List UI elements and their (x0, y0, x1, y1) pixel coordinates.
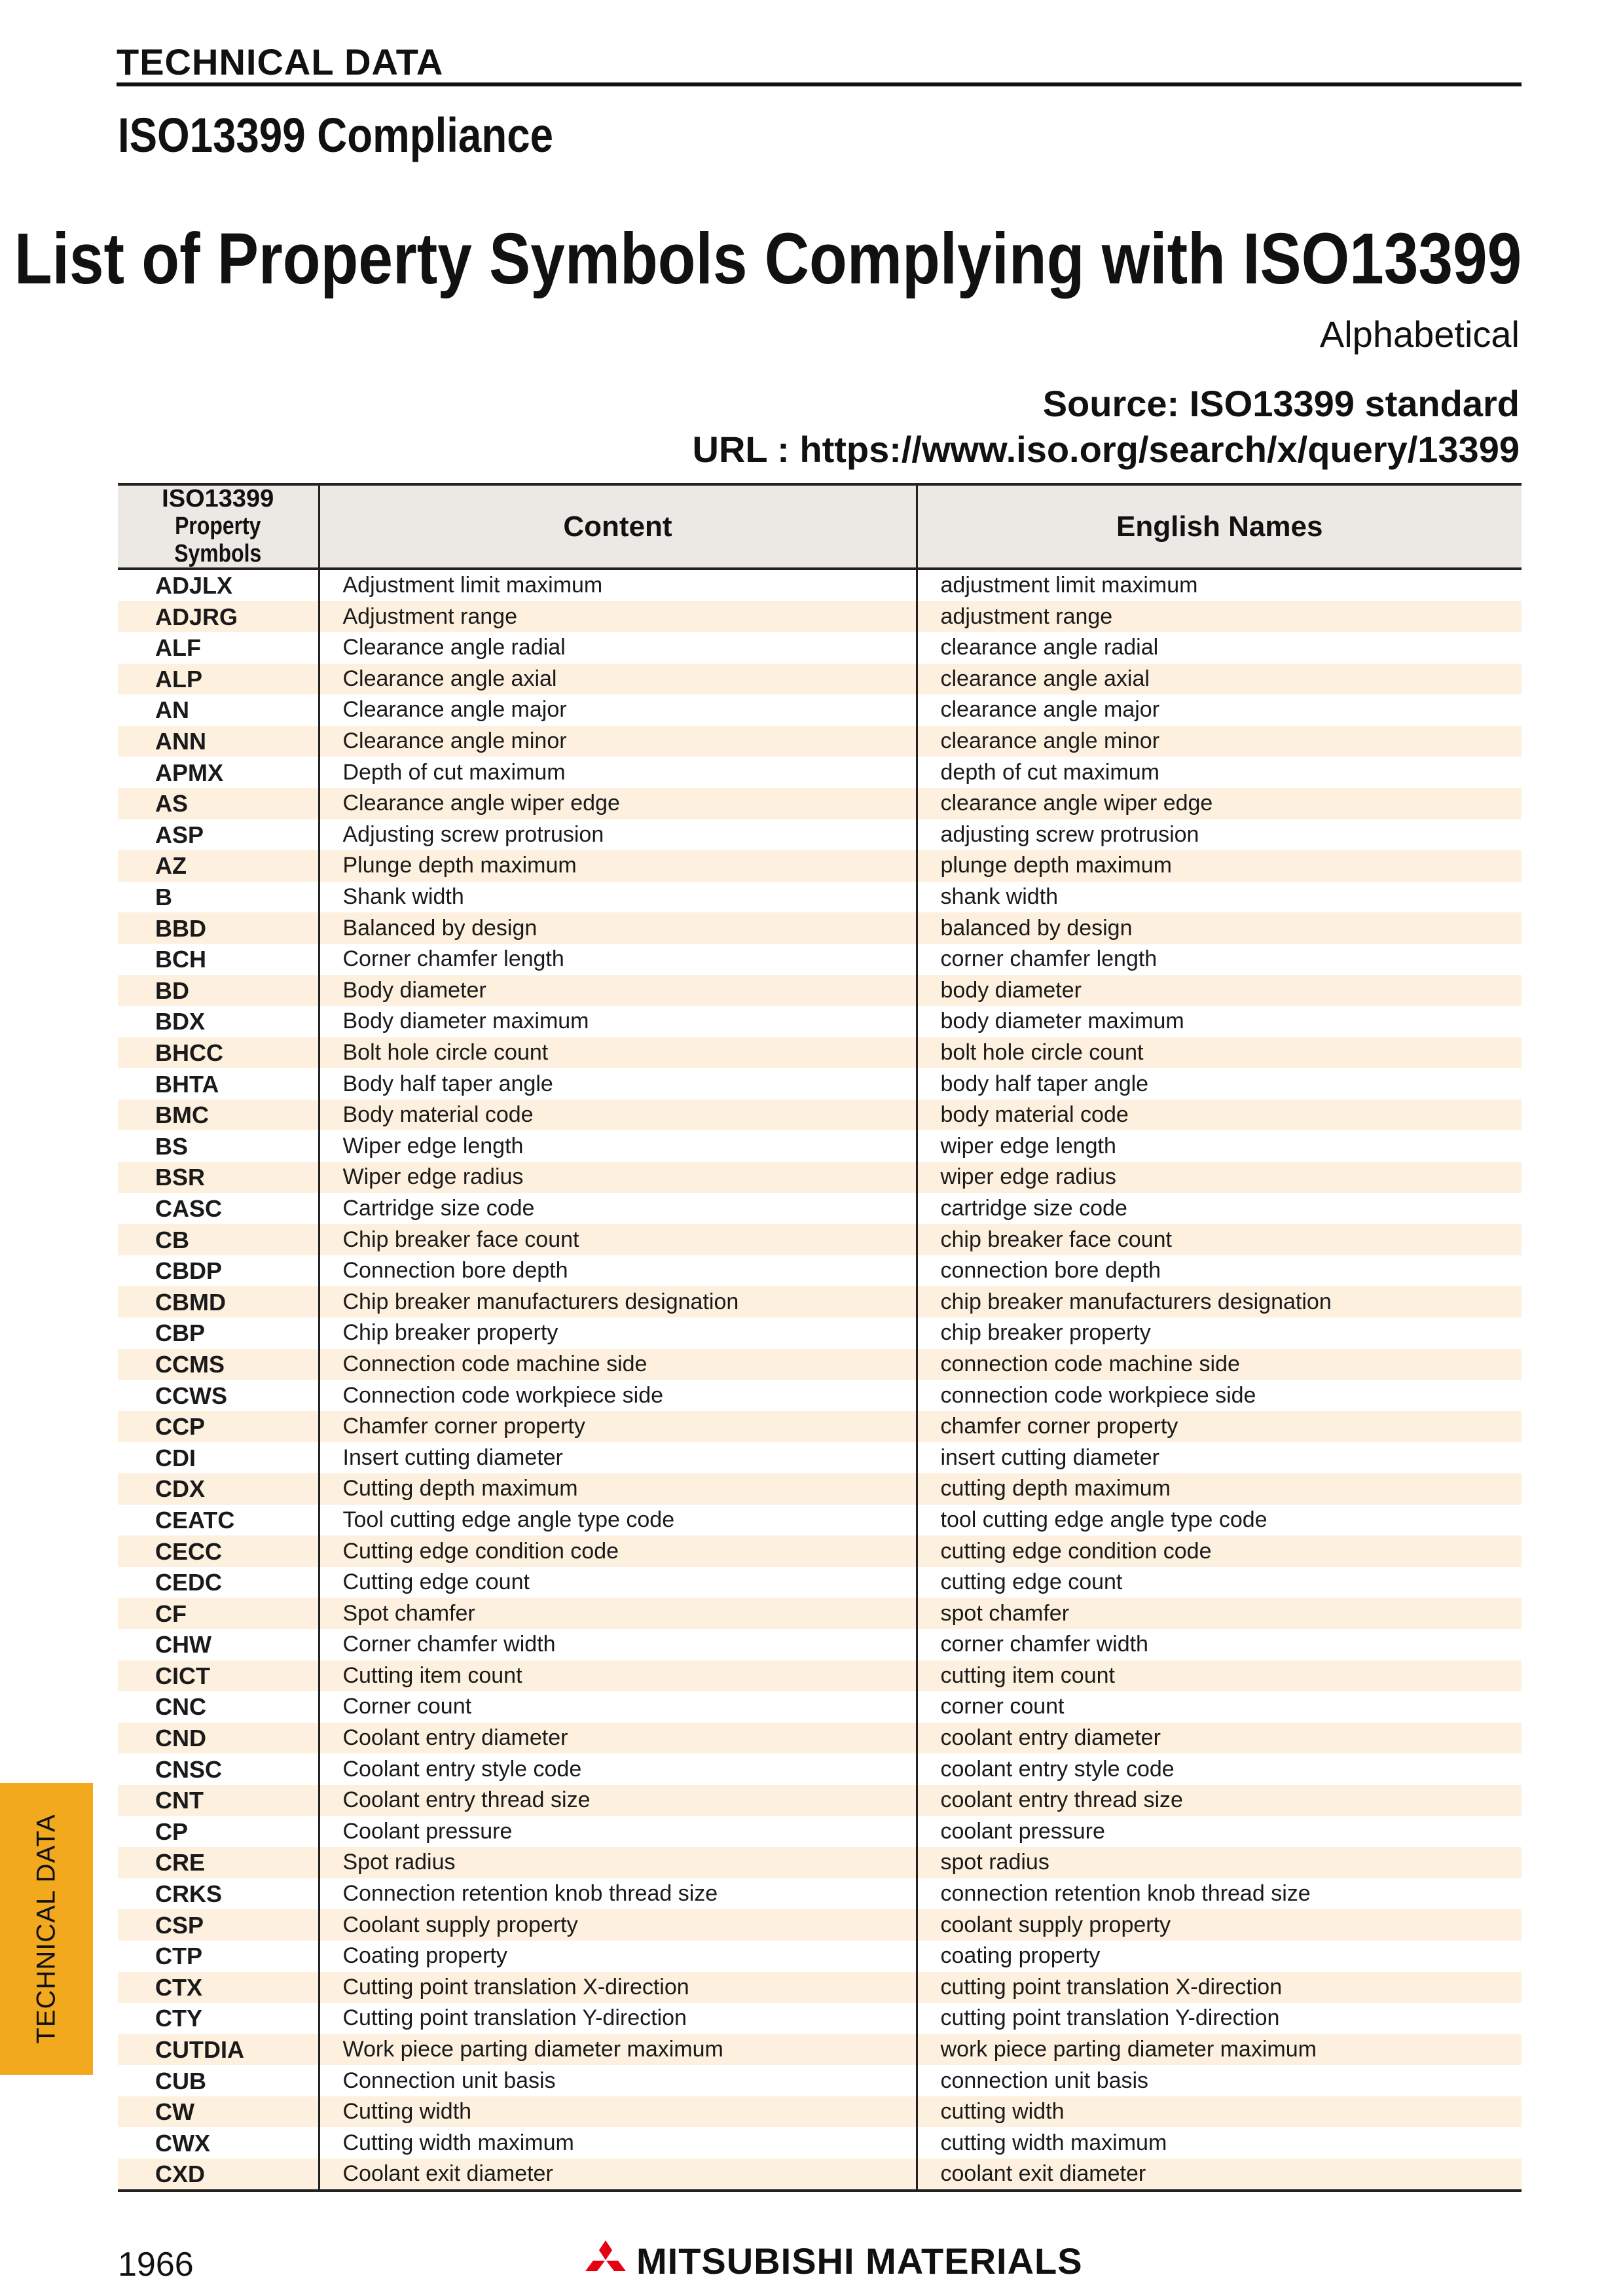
brand-logo (583, 2237, 1083, 2284)
cell-content: Bolt hole circle count (319, 1037, 917, 1069)
cell-english: corner count (917, 1691, 1522, 1723)
cell-english: coolant entry thread size (917, 1785, 1522, 1816)
cell-content: Balanced by design (319, 912, 917, 944)
table-row (118, 1941, 1522, 1972)
table-row (118, 1972, 1522, 2003)
page-number: 1966 (118, 2246, 194, 2284)
table-row (118, 1162, 1522, 1193)
table-header-row (118, 484, 1522, 569)
cell-symbol: CDX (118, 1473, 319, 1505)
cell-english: corner chamfer length (917, 944, 1522, 975)
cell-symbol: CRKS (155, 1880, 223, 1908)
table-row (118, 944, 1522, 975)
table-row (118, 1878, 1522, 1910)
table-row (118, 2065, 1522, 2096)
cell-english: corner chamfer width (917, 1629, 1522, 1660)
table-row (118, 1380, 1522, 1411)
cell-english: body material code (917, 1100, 1522, 1131)
cell-content: Adjusting screw protrusion (319, 819, 917, 851)
table-row (118, 1349, 1522, 1380)
cell-english: spot radius (917, 1847, 1522, 1878)
cell-content: Wiper edge radius (319, 1162, 917, 1193)
cell-symbol: AN (155, 696, 189, 724)
table-row (118, 1442, 1522, 1473)
table-row (118, 2159, 1522, 2191)
cell-english: connection code workpiece side (917, 1380, 1522, 1411)
column-header-english: English Names (917, 484, 1522, 569)
cell-english: chamfer corner property (917, 1411, 1522, 1443)
table-row (118, 2034, 1522, 2066)
cell-symbol: ADJRG (118, 601, 319, 632)
cell-symbol: CBDP (155, 1257, 223, 1285)
cell-content: Wiper edge length (319, 1130, 917, 1162)
cell-content: Connection unit basis (319, 2065, 917, 2096)
cell-english: coolant pressure (917, 1816, 1522, 1848)
cell-english: tool cutting edge angle type code (917, 1505, 1522, 1536)
cell-content: Coating property (319, 1941, 917, 1972)
cell-content: Cutting edge condition code (319, 1535, 917, 1567)
cell-english: shank width (917, 882, 1522, 913)
cell-content: Chip breaker face count (319, 1224, 917, 1255)
cell-symbol: CNT (118, 1785, 319, 1816)
cell-english: spot chamfer (917, 1598, 1522, 1629)
cell-symbol: CEDC (155, 1569, 223, 1596)
cell-english: cutting edge condition code (917, 1535, 1522, 1567)
table-row (118, 1816, 1522, 1848)
side-tab-label: TECHNICAL DATA (31, 1814, 61, 2044)
cell-content: Spot chamfer (319, 1598, 917, 1629)
cell-english: connection code machine side (917, 1349, 1522, 1380)
cell-symbol: CXD (118, 2159, 319, 2191)
table-row (118, 1785, 1522, 1816)
cell-english: chip breaker manufacturers designation (917, 1286, 1522, 1318)
three-diamonds-icon (583, 2240, 629, 2281)
page-subtitle: ISO13399 Compliance (118, 108, 553, 162)
table-row (118, 1193, 1522, 1225)
table-row (118, 912, 1522, 944)
table-row (118, 1255, 1522, 1287)
cell-content: Depth of cut maximum (319, 757, 917, 788)
cell-content: Cutting item count (319, 1660, 917, 1692)
cell-english: cutting point translation Y-direction (917, 2003, 1522, 2034)
cell-content: Tool cutting edge angle type code (319, 1505, 917, 1536)
cell-symbol: ASP (155, 821, 204, 848)
cell-symbol: BHCC (118, 1037, 319, 1069)
cell-english: work piece parting diameter maximum (917, 2034, 1522, 2066)
cell-symbol: ANN (118, 726, 319, 757)
table-row (118, 850, 1522, 882)
cell-content: Body material code (319, 1100, 917, 1131)
table-row (118, 1473, 1522, 1505)
table-row (118, 2096, 1522, 2128)
cell-content: Chamfer corner property (319, 1411, 917, 1443)
cell-english: cutting point translation X-direction (917, 1972, 1522, 2003)
cell-symbol: CICT (118, 1660, 319, 1692)
cell-content: Coolant entry thread size (319, 1785, 917, 1816)
cell-content: Coolant entry style code (319, 1753, 917, 1785)
cell-english: coolant exit diameter (917, 2159, 1522, 2191)
cell-symbol: CUB (155, 2067, 206, 2094)
cell-symbol: BHTA (155, 1070, 219, 1098)
cell-symbol: CECC (118, 1535, 319, 1567)
cell-english: insert cutting diameter (917, 1442, 1522, 1473)
cell-symbol: CEATC (155, 1506, 235, 1534)
cell-english: connection unit basis (917, 2065, 1522, 2096)
column-header-symbol (118, 484, 319, 569)
cell-english: adjustment limit maximum (917, 569, 1522, 601)
table-row (118, 1753, 1522, 1785)
column-header-symbol-line2: Property Symbols (174, 512, 262, 567)
table-row (118, 882, 1522, 913)
cell-symbol: ALP (118, 664, 319, 695)
cell-symbol: CASC (155, 1194, 223, 1222)
cell-english: wiper edge radius (917, 1162, 1522, 1193)
table-row (118, 788, 1522, 819)
cell-content: Clearance angle major (319, 694, 917, 726)
cell-english: cutting depth maximum (917, 1473, 1522, 1505)
cell-symbol: AS (118, 788, 319, 819)
order-note: Alphabetical (1319, 314, 1520, 355)
cell-symbol: BCH (155, 946, 206, 973)
cell-english: chip breaker property (917, 1318, 1522, 1349)
table-row (118, 1411, 1522, 1443)
table-row (118, 569, 1522, 601)
cell-content: Clearance angle minor (319, 726, 917, 757)
cell-english: balanced by design (917, 912, 1522, 944)
cell-content: Corner chamfer length (319, 944, 917, 975)
cell-symbol: BMC (118, 1100, 319, 1131)
cell-symbol: CTY (155, 2005, 202, 2032)
table-row (118, 1224, 1522, 1255)
cell-english: body half taper angle (917, 1068, 1522, 1100)
cell-english: wiper edge length (917, 1130, 1522, 1162)
cell-symbol: CHW (155, 1631, 211, 1659)
cell-content: Insert cutting diameter (319, 1442, 917, 1473)
table-row (118, 757, 1522, 788)
cell-content: Connection bore depth (319, 1255, 917, 1287)
cell-content: Coolant pressure (319, 1816, 917, 1848)
cell-symbol: APMX (155, 759, 224, 786)
table-row (118, 1691, 1522, 1723)
cell-symbol: ALF (155, 634, 201, 662)
cell-english: clearance angle axial (917, 664, 1522, 695)
cell-content: Cutting width (319, 2096, 917, 2128)
table-row (118, 1068, 1522, 1100)
table-row (118, 2127, 1522, 2159)
cell-symbol: B (155, 884, 172, 911)
brand-name: MITSUBISHI MATERIALS (636, 2240, 1083, 2282)
table-row (118, 1567, 1522, 1598)
cell-english: cartridge size code (917, 1193, 1522, 1225)
cell-content: Connection retention knob thread size (319, 1878, 917, 1910)
source-note: Source: ISO13399 standard (1042, 383, 1520, 424)
column-header-symbol-line1: ISO13399 (162, 485, 274, 512)
cell-symbol: ADJLX (155, 572, 233, 600)
property-symbols-table (118, 483, 1522, 2192)
cell-content: Body diameter maximum (319, 1006, 917, 1037)
cell-content: Connection code machine side (319, 1349, 917, 1380)
cell-english: clearance angle minor (917, 726, 1522, 757)
table-row (118, 975, 1522, 1007)
table-row (118, 694, 1522, 726)
header-rule (117, 82, 1522, 86)
cell-symbol: CP (155, 1818, 189, 1845)
cell-content: Clearance angle radial (319, 632, 917, 664)
cell-content: Clearance angle wiper edge (319, 788, 917, 819)
cell-content: Cartridge size code (319, 1193, 917, 1225)
table-row (118, 1037, 1522, 1069)
cell-symbol: CDI (155, 1444, 196, 1471)
cell-symbol: BDX (155, 1008, 206, 1035)
cell-symbol: BBD (118, 912, 319, 944)
cell-english: coolant supply property (917, 1909, 1522, 1941)
cell-symbol: CBP (155, 1319, 206, 1347)
table-row (118, 1909, 1522, 1941)
table-row (118, 726, 1522, 757)
cell-content: Chip breaker manufacturers designation (319, 1286, 917, 1318)
cell-content: Shank width (319, 882, 917, 913)
cell-english: clearance angle major (917, 694, 1522, 726)
cell-symbol: CUTDIA (118, 2034, 319, 2066)
cell-symbol: CF (118, 1598, 319, 1629)
cell-english: body diameter (917, 975, 1522, 1007)
cell-english: body diameter maximum (917, 1006, 1522, 1037)
cell-english: cutting edge count (917, 1567, 1522, 1598)
cell-content: Cutting point translation X-direction (319, 1972, 917, 2003)
column-header-content: Content (319, 484, 917, 569)
table-row (118, 1505, 1522, 1536)
table-row (118, 1629, 1522, 1660)
table-row (118, 2003, 1522, 2034)
cell-symbol: CRE (118, 1847, 319, 1878)
cell-content: Spot radius (319, 1847, 917, 1878)
cell-symbol: CCP (118, 1411, 319, 1443)
cell-symbol: CB (118, 1224, 319, 1255)
table-row (118, 601, 1522, 632)
cell-english: coolant entry diameter (917, 1723, 1522, 1754)
cell-symbol: CNSC (155, 1755, 223, 1783)
cell-english: connection retention knob thread size (917, 1878, 1522, 1910)
cell-english: connection bore depth (917, 1255, 1522, 1287)
cell-symbol: CW (118, 2096, 319, 2128)
cell-symbol: BSR (118, 1162, 319, 1193)
cell-symbol: CCMS (118, 1349, 319, 1380)
table-row (118, 1598, 1522, 1629)
cell-content: Cutting depth maximum (319, 1473, 917, 1505)
table-row (118, 1286, 1522, 1318)
cell-content: Adjustment range (319, 601, 917, 632)
cell-symbol: CSP (118, 1909, 319, 1941)
cell-content: Cutting edge count (319, 1567, 917, 1598)
cell-content: Plunge depth maximum (319, 850, 917, 882)
cell-content: Coolant entry diameter (319, 1723, 917, 1754)
cell-content: Corner chamfer width (319, 1629, 917, 1660)
table-row (118, 1847, 1522, 1878)
cell-symbol: CWX (155, 2129, 210, 2157)
cell-symbol: CND (118, 1723, 319, 1754)
cell-english: depth of cut maximum (917, 757, 1522, 788)
table-row (118, 1006, 1522, 1037)
cell-content: Body half taper angle (319, 1068, 917, 1100)
cell-symbol: AZ (118, 850, 319, 882)
section-label: TECHNICAL DATA (117, 41, 444, 82)
cell-content: Coolant exit diameter (319, 2159, 917, 2191)
page-title: List of Property Symbols Complying with ISO13399 (14, 219, 1522, 299)
cell-symbol: BS (155, 1132, 189, 1160)
cell-english: cutting width maximum (917, 2127, 1522, 2159)
table-row (118, 1660, 1522, 1692)
cell-symbol: CTP (155, 1943, 202, 1970)
table-row (118, 632, 1522, 664)
cell-english: clearance angle wiper edge (917, 788, 1522, 819)
cell-content: Corner count (319, 1691, 917, 1723)
table-row (118, 819, 1522, 851)
cell-content: Connection code workpiece side (319, 1380, 917, 1411)
cell-english: bolt hole circle count (917, 1037, 1522, 1069)
source-url: URL : https://www.iso.org/search/x/query/13399 (692, 429, 1520, 470)
cell-content: Clearance angle axial (319, 664, 917, 695)
cell-content: Coolant supply property (319, 1909, 917, 1941)
table-row (118, 1535, 1522, 1567)
table-row (118, 1130, 1522, 1162)
side-tab (0, 1783, 93, 2075)
table-row (118, 1723, 1522, 1754)
table-body (118, 569, 1522, 2191)
table-row (118, 664, 1522, 695)
cell-symbol: CCWS (155, 1382, 227, 1409)
cell-english: coolant entry style code (917, 1753, 1522, 1785)
cell-english: adjustment range (917, 601, 1522, 632)
cell-symbol: CBMD (118, 1286, 319, 1318)
cell-content: Adjustment limit maximum (319, 569, 917, 601)
cell-symbol: CTX (118, 1972, 319, 2003)
cell-symbol: BD (118, 975, 319, 1007)
cell-content: Work piece parting diameter maximum (319, 2034, 917, 2066)
cell-english: clearance angle radial (917, 632, 1522, 664)
table-row (118, 1100, 1522, 1131)
cell-content: Chip breaker property (319, 1318, 917, 1349)
cell-english: plunge depth maximum (917, 850, 1522, 882)
cell-content: Body diameter (319, 975, 917, 1007)
cell-english: cutting width (917, 2096, 1522, 2128)
cell-symbol: CNC (155, 1693, 206, 1721)
cell-english: chip breaker face count (917, 1224, 1522, 1255)
table-row (118, 1318, 1522, 1349)
cell-content: Cutting point translation Y-direction (319, 2003, 917, 2034)
cell-english: cutting item count (917, 1660, 1522, 1692)
cell-english: adjusting screw protrusion (917, 819, 1522, 851)
cell-content: Cutting width maximum (319, 2127, 917, 2159)
cell-english: coating property (917, 1941, 1522, 1972)
